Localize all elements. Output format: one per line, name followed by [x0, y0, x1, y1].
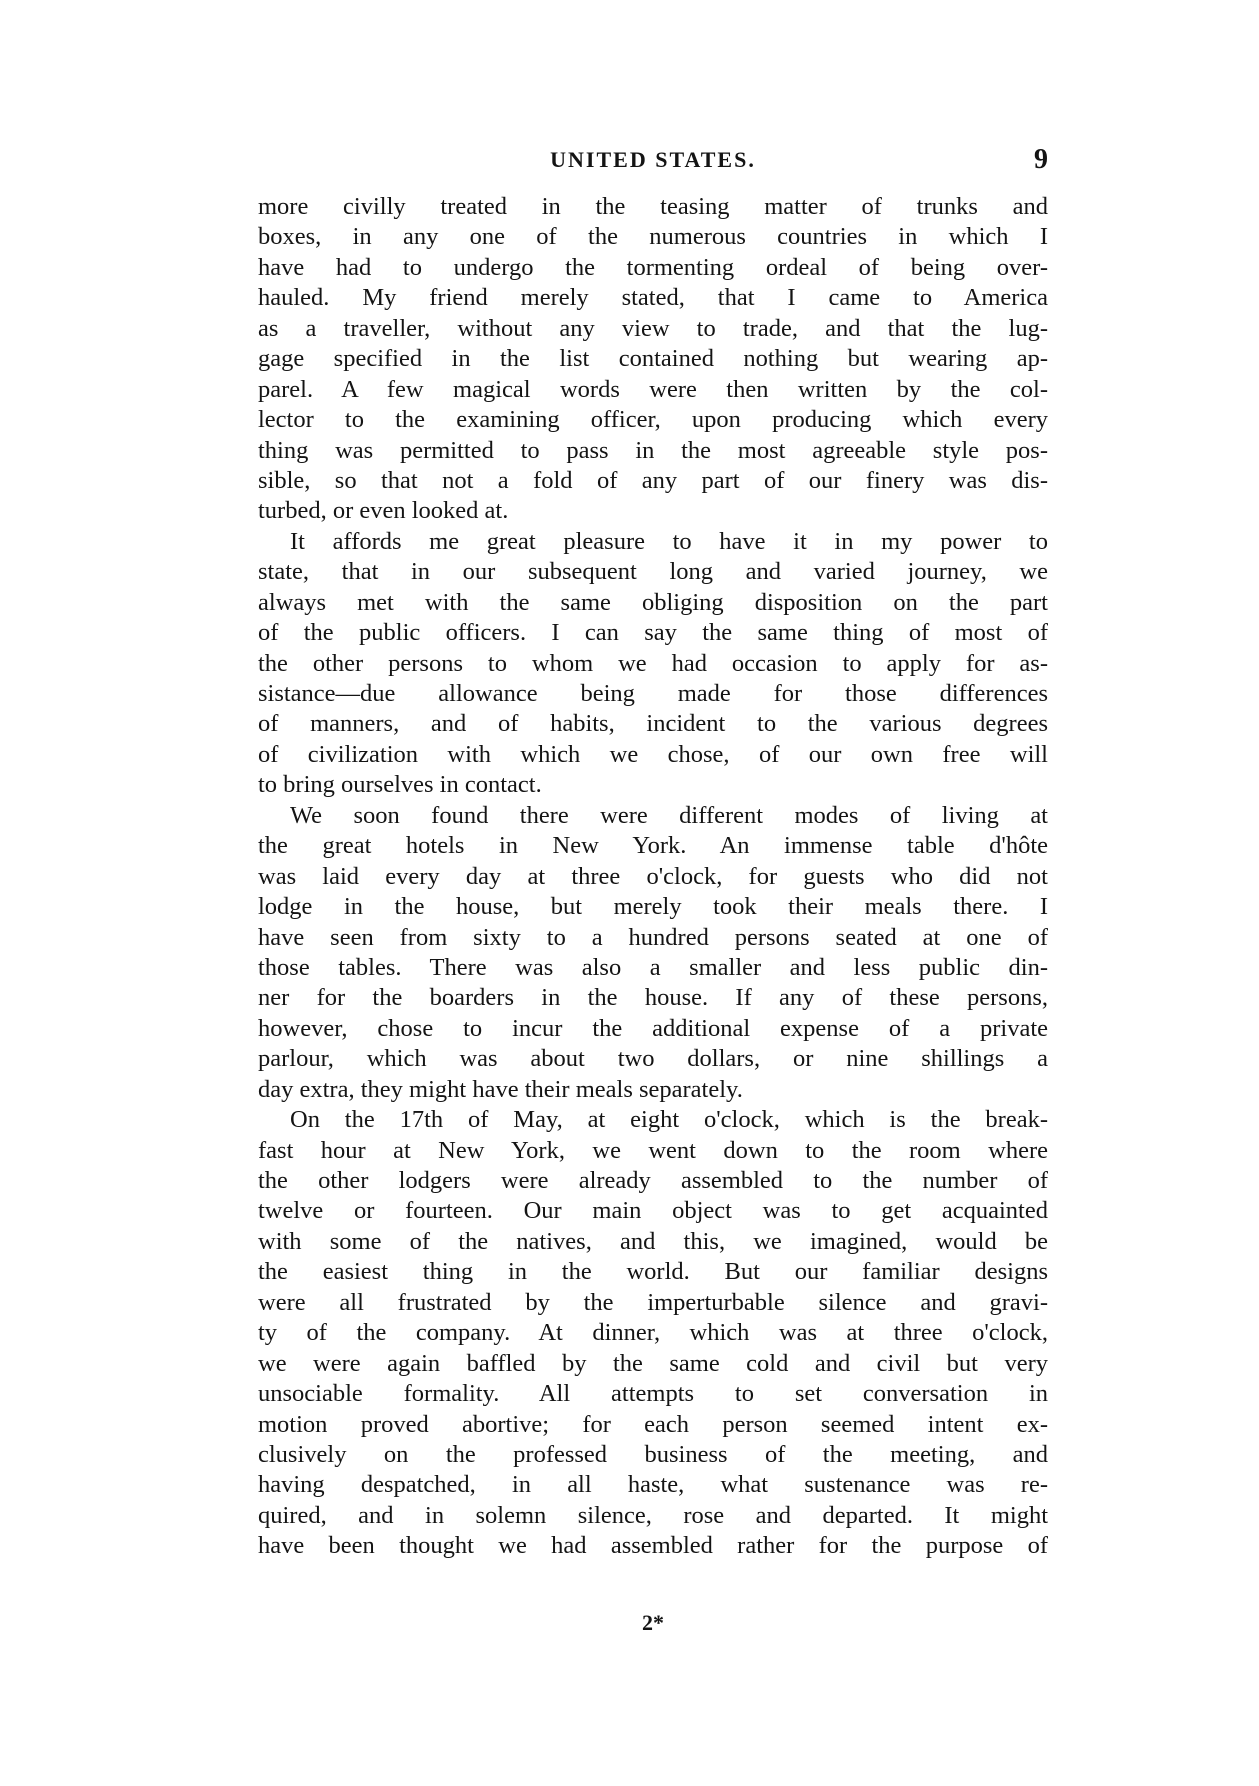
text-line: ty of the company. At dinner, which was at three o'clock, [258, 1319, 1048, 1347]
text-line: however, chose to incur the additional expense of a private [258, 1014, 1048, 1042]
text-line: with some of the natives, and this, we imagined, would be [258, 1227, 1048, 1255]
text-line: clusively on the professed business of the meeting, and [258, 1440, 1048, 1468]
text-line: as a traveller, without any view to trade, and that the lug- [258, 314, 1048, 342]
running-title: UNITED STATES. [550, 147, 756, 172]
running-head [258, 142, 1048, 178]
text-line: the easiest thing in the world. But our familiar designs [258, 1258, 1048, 1286]
text-line: the other lodgers were already assembled to the number of [258, 1167, 1048, 1194]
text-line: lodge in the house, but merely took their meals there. I [258, 893, 1048, 921]
text-line: always met with the same obliging disposition on the part [258, 588, 1048, 616]
paragraph-start-line: We soon found there were different modes of living at [290, 801, 1048, 829]
text-line: having despatched, in all haste, what sustenance was re- [258, 1471, 1048, 1499]
text-line: thing was permitted to pass in the most agreeable style pos- [258, 436, 1048, 464]
text-line: quired, and in solemn silence, rose and departed. It might [258, 1501, 1048, 1529]
text-line: have been thought we had assembled rather for the purpose of [258, 1532, 1048, 1560]
page-number: 9 [1034, 144, 1048, 175]
text-line: state, that in our subsequent long and varied journey, we [258, 558, 1048, 586]
text-line: ner for the boarders in the house. If any of these persons, [258, 984, 1048, 1012]
text-line: have had to undergo the tormenting ordeal of being over- [258, 253, 1048, 281]
text-line: the great hotels in New York. An immense table d'hôte [258, 832, 1048, 860]
signature-mark: 2* [642, 1610, 664, 1635]
text-line: we were again baffled by the same cold and civil but very [258, 1349, 1048, 1377]
text-line: parlour, which was about two dollars, or nine shillings a [258, 1045, 1048, 1073]
text-line: of the public officers. I can say the same thing of most of [258, 619, 1048, 647]
text-line: turbed, or even looked at. [258, 497, 509, 525]
text-line: the other persons to whom we had occasion to apply for as- [258, 649, 1048, 677]
paragraph-start-line: It affords me great pleasure to have it in my power to [290, 527, 1048, 555]
text-line: hauled. My friend merely stated, that I came to America [258, 284, 1048, 312]
paragraph-start-line: On the 17th of May, at eight o'clock, which is the break- [290, 1106, 1048, 1134]
text-line: fast hour at New York, we went down to the room where [258, 1136, 1048, 1164]
text-line: more civilly treated in the teasing matter of trunks and [258, 193, 1048, 220]
text-line: unsociable formality. All attempts to set conversation in [258, 1380, 1048, 1408]
text-line: sible, so that not a fold of any part of our finery was dis- [258, 466, 1048, 494]
text-line: sistance—due allowance being made for those differences [258, 680, 1048, 707]
text-line: have seen from sixty to a hundred persons seated at one of [258, 923, 1048, 951]
text-line: of civilization with which we chose, of our own free will [258, 740, 1048, 768]
body-text [258, 192, 1048, 1562]
text-line: boxes, in any one of the numerous countries in which I [258, 223, 1048, 251]
text-line: those tables. There was also a smaller and less public din- [258, 953, 1048, 981]
text-line: of manners, and of habits, incident to the various degrees [258, 710, 1048, 738]
text-line: were all frustrated by the imperturbable silence and gravi- [258, 1288, 1048, 1316]
text-line: day extra, they might have their meals separately. [258, 1075, 743, 1103]
text-line: to bring ourselves in contact. [258, 771, 542, 799]
text-line: lector to the examining officer, upon producing which every [258, 406, 1048, 434]
text-line: motion proved abortive; for each person seemed intent ex- [258, 1410, 1048, 1438]
text-line: gage specified in the list contained nothing but wearing ap- [258, 345, 1048, 373]
text-line: parel. A few magical words were then written by the col- [258, 375, 1048, 403]
text-line: twelve or fourteen. Our main object was to get acquainted [258, 1197, 1048, 1225]
text-line: was laid every day at three o'clock, for guests who did not [258, 862, 1048, 890]
